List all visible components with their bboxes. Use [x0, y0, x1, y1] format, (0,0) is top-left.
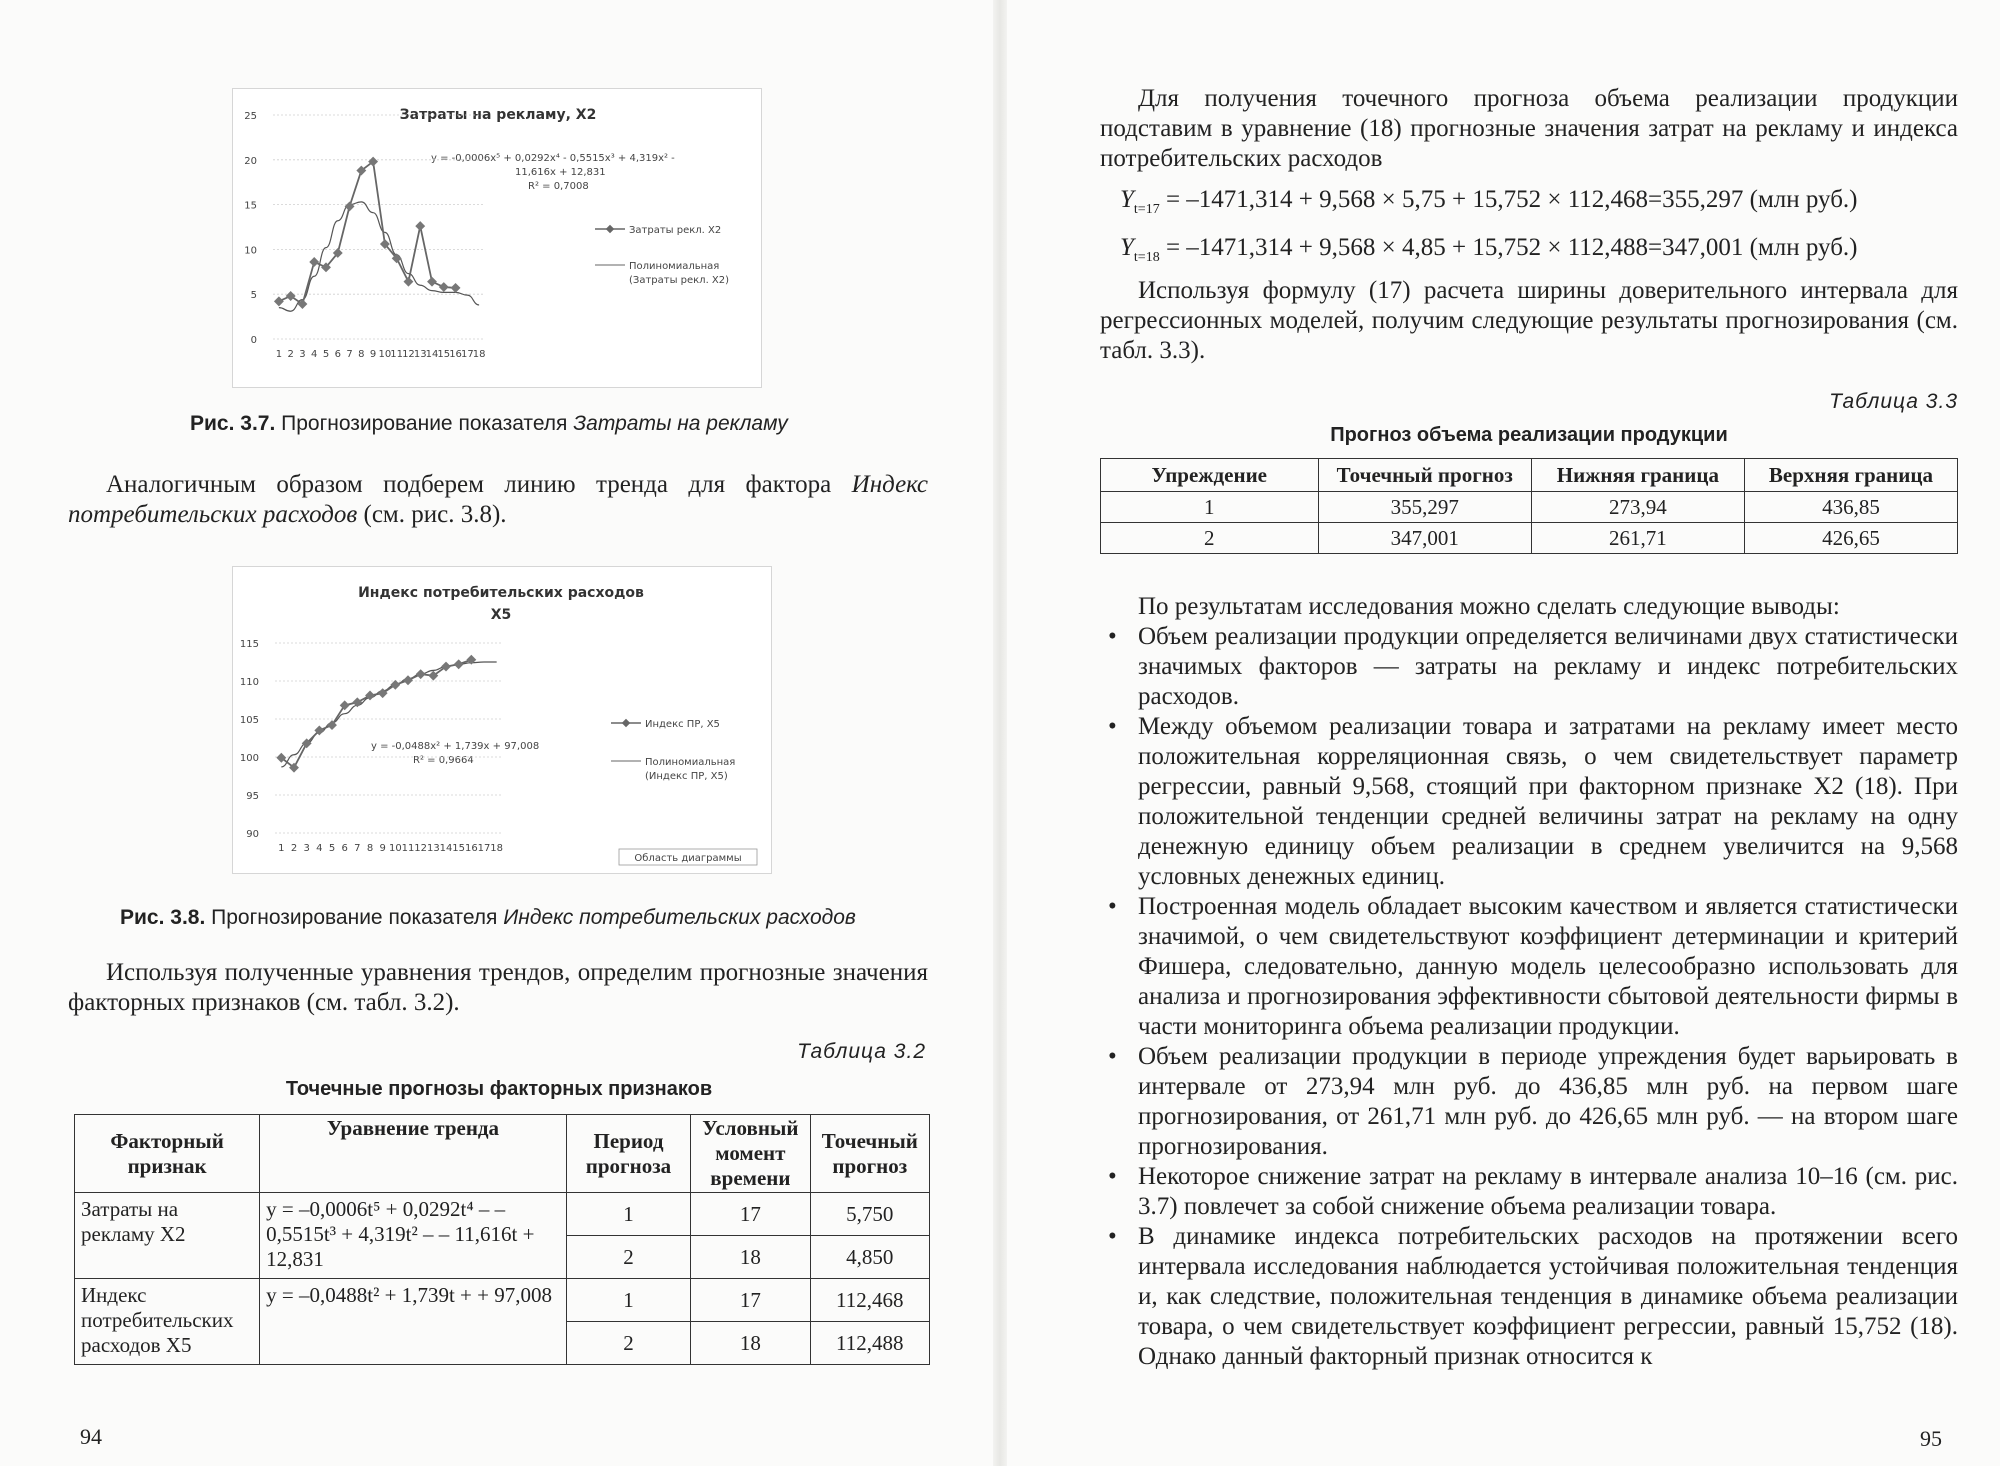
y-tick-label: 5: [250, 290, 257, 302]
list-item-text: Некоторое снижение затрат на рекламу в интервале анализа 10–16 (см. рис. 3.7) повлечет за собой снижение объема реализации товара.: [1138, 1163, 1958, 1220]
x-tick-label: 9: [379, 843, 386, 854]
cell-factor: Индекс потребительских расходов X5: [75, 1279, 260, 1365]
table-3-3-title: Прогноз объема реализации продукции: [1330, 424, 1728, 446]
list-item-text: Объем реализации продукции в периоде упреждения будет варьировать в интервале от 273,94 млн руб. до 436,85 млн руб. на первом шаге прогнозирования, от 261,71 млн руб. до 426,65 млн руб. — на втором шаге прогнозирования.: [1138, 1043, 1958, 1160]
list-item: [1100, 1162, 1958, 1222]
legend-trend-label-1: Полиномиальная: [645, 757, 736, 768]
x-tick-label: 6: [341, 843, 348, 854]
figure-3-7-caption: [190, 412, 950, 436]
table-row: [1101, 492, 1958, 523]
x-tick-label: 7: [354, 843, 361, 854]
paragraph-text: Аналогичным образом подберем линию тренда для фактора: [106, 471, 852, 498]
cell-factor: Затраты на рекламу X2: [75, 1193, 260, 1279]
table-3-3-label: Таблица 3.3: [1829, 390, 1958, 413]
y-tick-label: 15: [244, 200, 257, 212]
legend-trend-label-1: Полиномиальная: [629, 261, 720, 272]
y-tick-label: 100: [239, 753, 259, 764]
r-squared: R² = 0,7008: [528, 181, 589, 192]
trend-line: [279, 202, 479, 311]
y-tick-label: 20: [244, 155, 257, 167]
caption-italic: Затраты на рекламу: [573, 412, 788, 435]
chart-title-line1: Индекс потребительских расходов: [358, 585, 644, 601]
table-3-2-label: Таблица 3.2: [797, 1040, 926, 1063]
caption-number: Рис. 3.7.: [190, 412, 276, 435]
cell-moment: 18: [691, 1322, 810, 1365]
header-period: Период прогноза: [566, 1115, 690, 1193]
data-point: [427, 277, 437, 287]
x-tick-label: 17: [460, 349, 474, 360]
x-tick-label: 9: [369, 349, 377, 360]
x-tick-label: 12: [402, 349, 415, 360]
cell-period: 2: [566, 1236, 690, 1279]
trend-equation: y = -0,0488x² + 1,739x + 97,008: [371, 741, 540, 752]
legend-series-marker: [622, 719, 630, 727]
cell-upper-bound: 436,85: [1744, 492, 1957, 523]
chart-consumer-index: [233, 567, 771, 873]
paragraph-tail: (см. рис. 3.8).: [357, 501, 507, 528]
formula-body: = –1471,314 + 9,568 × 5,75 + 15,752 × 112,468=355,297 (млн руб.): [1159, 186, 1858, 213]
data-point: [403, 675, 413, 685]
header-moment: Условный момент времени: [691, 1115, 810, 1193]
list-item-text: Построенная модель обладает высоким качеством и является статистически значимой, о чем свидетельствуют коэффициент детерминации и критерий Фишера, следовательно, данную модель целесообразно использовать для анализа и прогнозирования эффективности сбытовой деятельности фирмы в части мониторинга объема реализации продукции.: [1138, 893, 1958, 1040]
x-tick-label: 3: [299, 349, 306, 360]
cell-forecast: 4,850: [810, 1236, 929, 1279]
cell-forecast: 112,468: [810, 1279, 929, 1322]
bullet-icon: •: [1108, 623, 1117, 650]
cell-lower-bound: 261,71: [1531, 523, 1744, 554]
x-tick-label: 15: [452, 843, 466, 854]
x-tick-label: 6: [334, 349, 341, 360]
formula-t17: [1120, 186, 1858, 218]
x-tick-label: 14: [425, 349, 439, 360]
y-tick-label: 115: [239, 639, 259, 650]
chart-advertising-costs: [233, 89, 761, 387]
cell-period: 1: [566, 1279, 690, 1322]
data-point: [415, 221, 425, 231]
formula-subscript: t=18: [1133, 250, 1160, 265]
list-item-text: Объем реализации продукции определяется величинами двух статистически значимых факторов — затраты на рекламу и индекс потребительских расходов.: [1138, 623, 1958, 710]
formula-symbol: Y: [1120, 186, 1134, 213]
data-point: [352, 697, 362, 707]
data-point: [297, 299, 307, 309]
y-tick-label: 25: [244, 111, 257, 122]
y-tick-label: 110: [239, 677, 259, 688]
data-point: [454, 659, 464, 669]
x-tick-label: 3: [303, 843, 310, 854]
page-number: 95: [1920, 1426, 1942, 1451]
r-squared: R² = 0,9664: [413, 755, 474, 766]
cell-point-forecast: 355,297: [1318, 492, 1531, 523]
x-tick-label: 8: [358, 349, 365, 360]
x-tick-label: 11: [390, 349, 404, 360]
data-point: [403, 277, 413, 287]
bullet-icon: •: [1108, 893, 1117, 920]
header-lead: Упреждение: [1101, 459, 1319, 492]
cell-upper-bound: 426,65: [1744, 523, 1957, 554]
formula-body: = –1471,314 + 9,568 × 4,85 + 15,752 × 112,488=347,001 (млн руб.): [1159, 234, 1858, 261]
formula-t18: [1120, 234, 1858, 266]
x-tick-label: 12: [414, 843, 428, 854]
chart-area-tooltip: Область диаграммы: [634, 853, 742, 864]
header-equation: Уравнение тренда: [260, 1115, 567, 1193]
y-tick-label: 10: [244, 245, 257, 257]
header-forecast: Точечный прогноз: [810, 1115, 929, 1193]
formula-symbol: Y: [1120, 234, 1134, 261]
cell-moment: 17: [691, 1279, 810, 1322]
y-tick-label: 105: [239, 715, 259, 726]
data-point: [345, 201, 355, 211]
table-3-2-title: Точечные прогнозы факторных признаков: [285, 1078, 713, 1100]
cell-equation: y = –0,0006t⁵ + 0,0292t⁴ – – 0,5515t³ + 4,319t² – – 11,616t + 12,831: [260, 1193, 567, 1279]
caption-number: Рис. 3.8.: [120, 906, 206, 929]
caption-text: Прогнозирование показателя: [275, 412, 574, 435]
data-point: [340, 700, 350, 710]
bullet-icon: •: [1108, 1163, 1117, 1190]
header-point-forecast: Точечный прогноз: [1318, 459, 1531, 492]
list-item-text: В динамике индекса потребительских расходов на протяжении всего интервала исследования наблюдается устойчивая положительная тенденция и, как следствие, положительная тенденция в динамике объема реализации товара, о чем свидетельствует коэффициент регрессии, равный 15,752 (18). Однако данный факторный признак относится к: [1138, 1223, 1958, 1370]
x-tick-label: 10: [378, 349, 392, 360]
x-tick-label: 15: [437, 349, 451, 360]
cell-forecast: 5,750: [810, 1193, 929, 1236]
x-tick-label: 1: [278, 843, 285, 854]
trend-equation-line2: 11,616x + 12,831: [515, 167, 606, 178]
y-tick-label: 0: [250, 335, 257, 346]
legend-trend-label-2: (Индекс ПР, X5): [645, 771, 728, 782]
cell-lead: 2: [1101, 523, 1319, 554]
x-tick-label: 11: [401, 843, 415, 854]
list-item: [1100, 1042, 1958, 1162]
y-tick-label: 90: [246, 829, 259, 840]
x-tick-label: 8: [366, 843, 374, 854]
x-tick-label: 10: [388, 843, 402, 854]
x-tick-label: 2: [287, 349, 294, 360]
trend-equation-line1: y = -0,0006x⁵ + 0,0292x⁴ - 0,5515x³ + 4,319x² -: [431, 153, 675, 164]
cell-point-forecast: 347,001: [1318, 523, 1531, 554]
x-tick-label: 13: [413, 349, 427, 360]
paragraph-italic: Индекс потребительских расходов: [68, 471, 928, 528]
cell-moment: 18: [691, 1236, 810, 1279]
table-row: [75, 1193, 930, 1236]
table-row: [75, 1279, 930, 1322]
x-tick-label: 5: [322, 349, 330, 360]
paragraph-confidence-interval: Используя формулу (17) расчета ширины доверительного интервала для регрессионных моделей, получим следующие результаты прогнозирования (см. табл. 3.3).: [1100, 277, 1958, 364]
cell-lower-bound: 273,94: [1531, 492, 1744, 523]
x-tick-label: 2: [290, 843, 298, 854]
right-page: [1000, 0, 2000, 1466]
paragraph-forecast-values: Используя полученные уравнения трендов, определим прогнозные значения факторных признаков (см. табл. 3.2).: [68, 959, 928, 1016]
data-point: [416, 669, 426, 679]
list-item: [1100, 1222, 1958, 1372]
table-header-row: [1101, 459, 1958, 492]
chart-title-line2: X5: [490, 607, 512, 623]
x-tick-label: 16: [449, 349, 462, 360]
x-tick-label: 18: [472, 349, 486, 360]
x-tick-label: 16: [464, 843, 478, 854]
legend-series-label: Затраты рекл. X2: [629, 225, 722, 236]
header-upper-bound: Верхняя граница: [1744, 459, 1957, 492]
x-tick-label: 14: [439, 843, 453, 854]
list-item: [1100, 712, 1958, 892]
x-tick-label: 7: [346, 349, 353, 360]
x-tick-label: 17: [477, 843, 491, 854]
caption-italic: Индекс потребительских расходов: [503, 906, 856, 929]
legend-trend-label-2: (Затраты рекл. X2): [629, 275, 730, 286]
figure-3-8-chart: [232, 566, 772, 874]
caption-text: Прогнозирование показателя: [205, 906, 504, 929]
cell-equation: y = –0,0488t² + 1,739t + + 97,008: [260, 1279, 567, 1365]
cell-lead: 1: [1101, 492, 1319, 523]
formula-subscript: t=17: [1133, 202, 1160, 217]
data-point: [286, 291, 296, 301]
bullet-icon: •: [1108, 1223, 1117, 1250]
legend-series-label: Индекс ПР, X5: [645, 719, 720, 730]
list-item: [1100, 892, 1958, 1042]
paragraph-point-forecast: Для получения точечного прогноза объема реализации продукции подставим в уравнение (18) прогнозные значения затрат на рекламу и индекса потребительских расходов: [1100, 85, 1958, 172]
conclusions-list: [1100, 622, 1958, 1372]
figure-3-7-chart: [232, 88, 762, 388]
table-3-2: [74, 1114, 930, 1365]
bullet-icon: •: [1108, 713, 1117, 740]
data-point: [451, 283, 461, 293]
x-tick-label: 1: [275, 349, 283, 360]
conclusions-intro: По результатам исследования можно сделать следующие выводы:: [1138, 593, 1840, 620]
table-header-row: [75, 1115, 930, 1193]
bullet-icon: •: [1108, 1043, 1117, 1070]
legend-series-marker: [606, 225, 614, 233]
y-tick-label: 95: [246, 791, 259, 802]
x-tick-label: 4: [316, 843, 323, 854]
cell-period: 2: [566, 1322, 690, 1365]
header-lower-bound: Нижняя граница: [1531, 459, 1744, 492]
header-factor: Факторный признак: [75, 1115, 260, 1193]
table-row: [1101, 523, 1958, 554]
x-tick-label: 18: [490, 843, 504, 854]
table-3-3: [1100, 458, 1958, 554]
x-tick-label: 4: [311, 349, 318, 360]
list-item-text: Между объемом реализации товара и затратами на рекламу имеет место положительная корреляционная связь, о чем свидетельствует параметр регрессии, равный 9,568, стоящий при факторном признаке X2 (18). При положительной тенденции средней величины затрат на рекламу на одну денежную единицу объем реализации в среднем увеличится на 9,568 условных денежных единиц.: [1138, 713, 1958, 890]
data-point: [439, 282, 449, 292]
x-tick-label: 5: [328, 843, 336, 854]
cell-moment: 17: [691, 1193, 810, 1236]
cell-forecast: 112,488: [810, 1322, 929, 1365]
page-number: 94: [80, 1424, 102, 1449]
data-point: [309, 257, 319, 267]
cell-period: 1: [566, 1193, 690, 1236]
chart-title: Затраты на рекламу, X2: [399, 107, 597, 123]
list-item: [1100, 622, 1958, 712]
figure-3-8-caption: [120, 906, 980, 930]
data-point: [274, 296, 284, 306]
paragraph-trend-analog: [68, 470, 928, 530]
x-tick-label: 13: [426, 843, 440, 854]
